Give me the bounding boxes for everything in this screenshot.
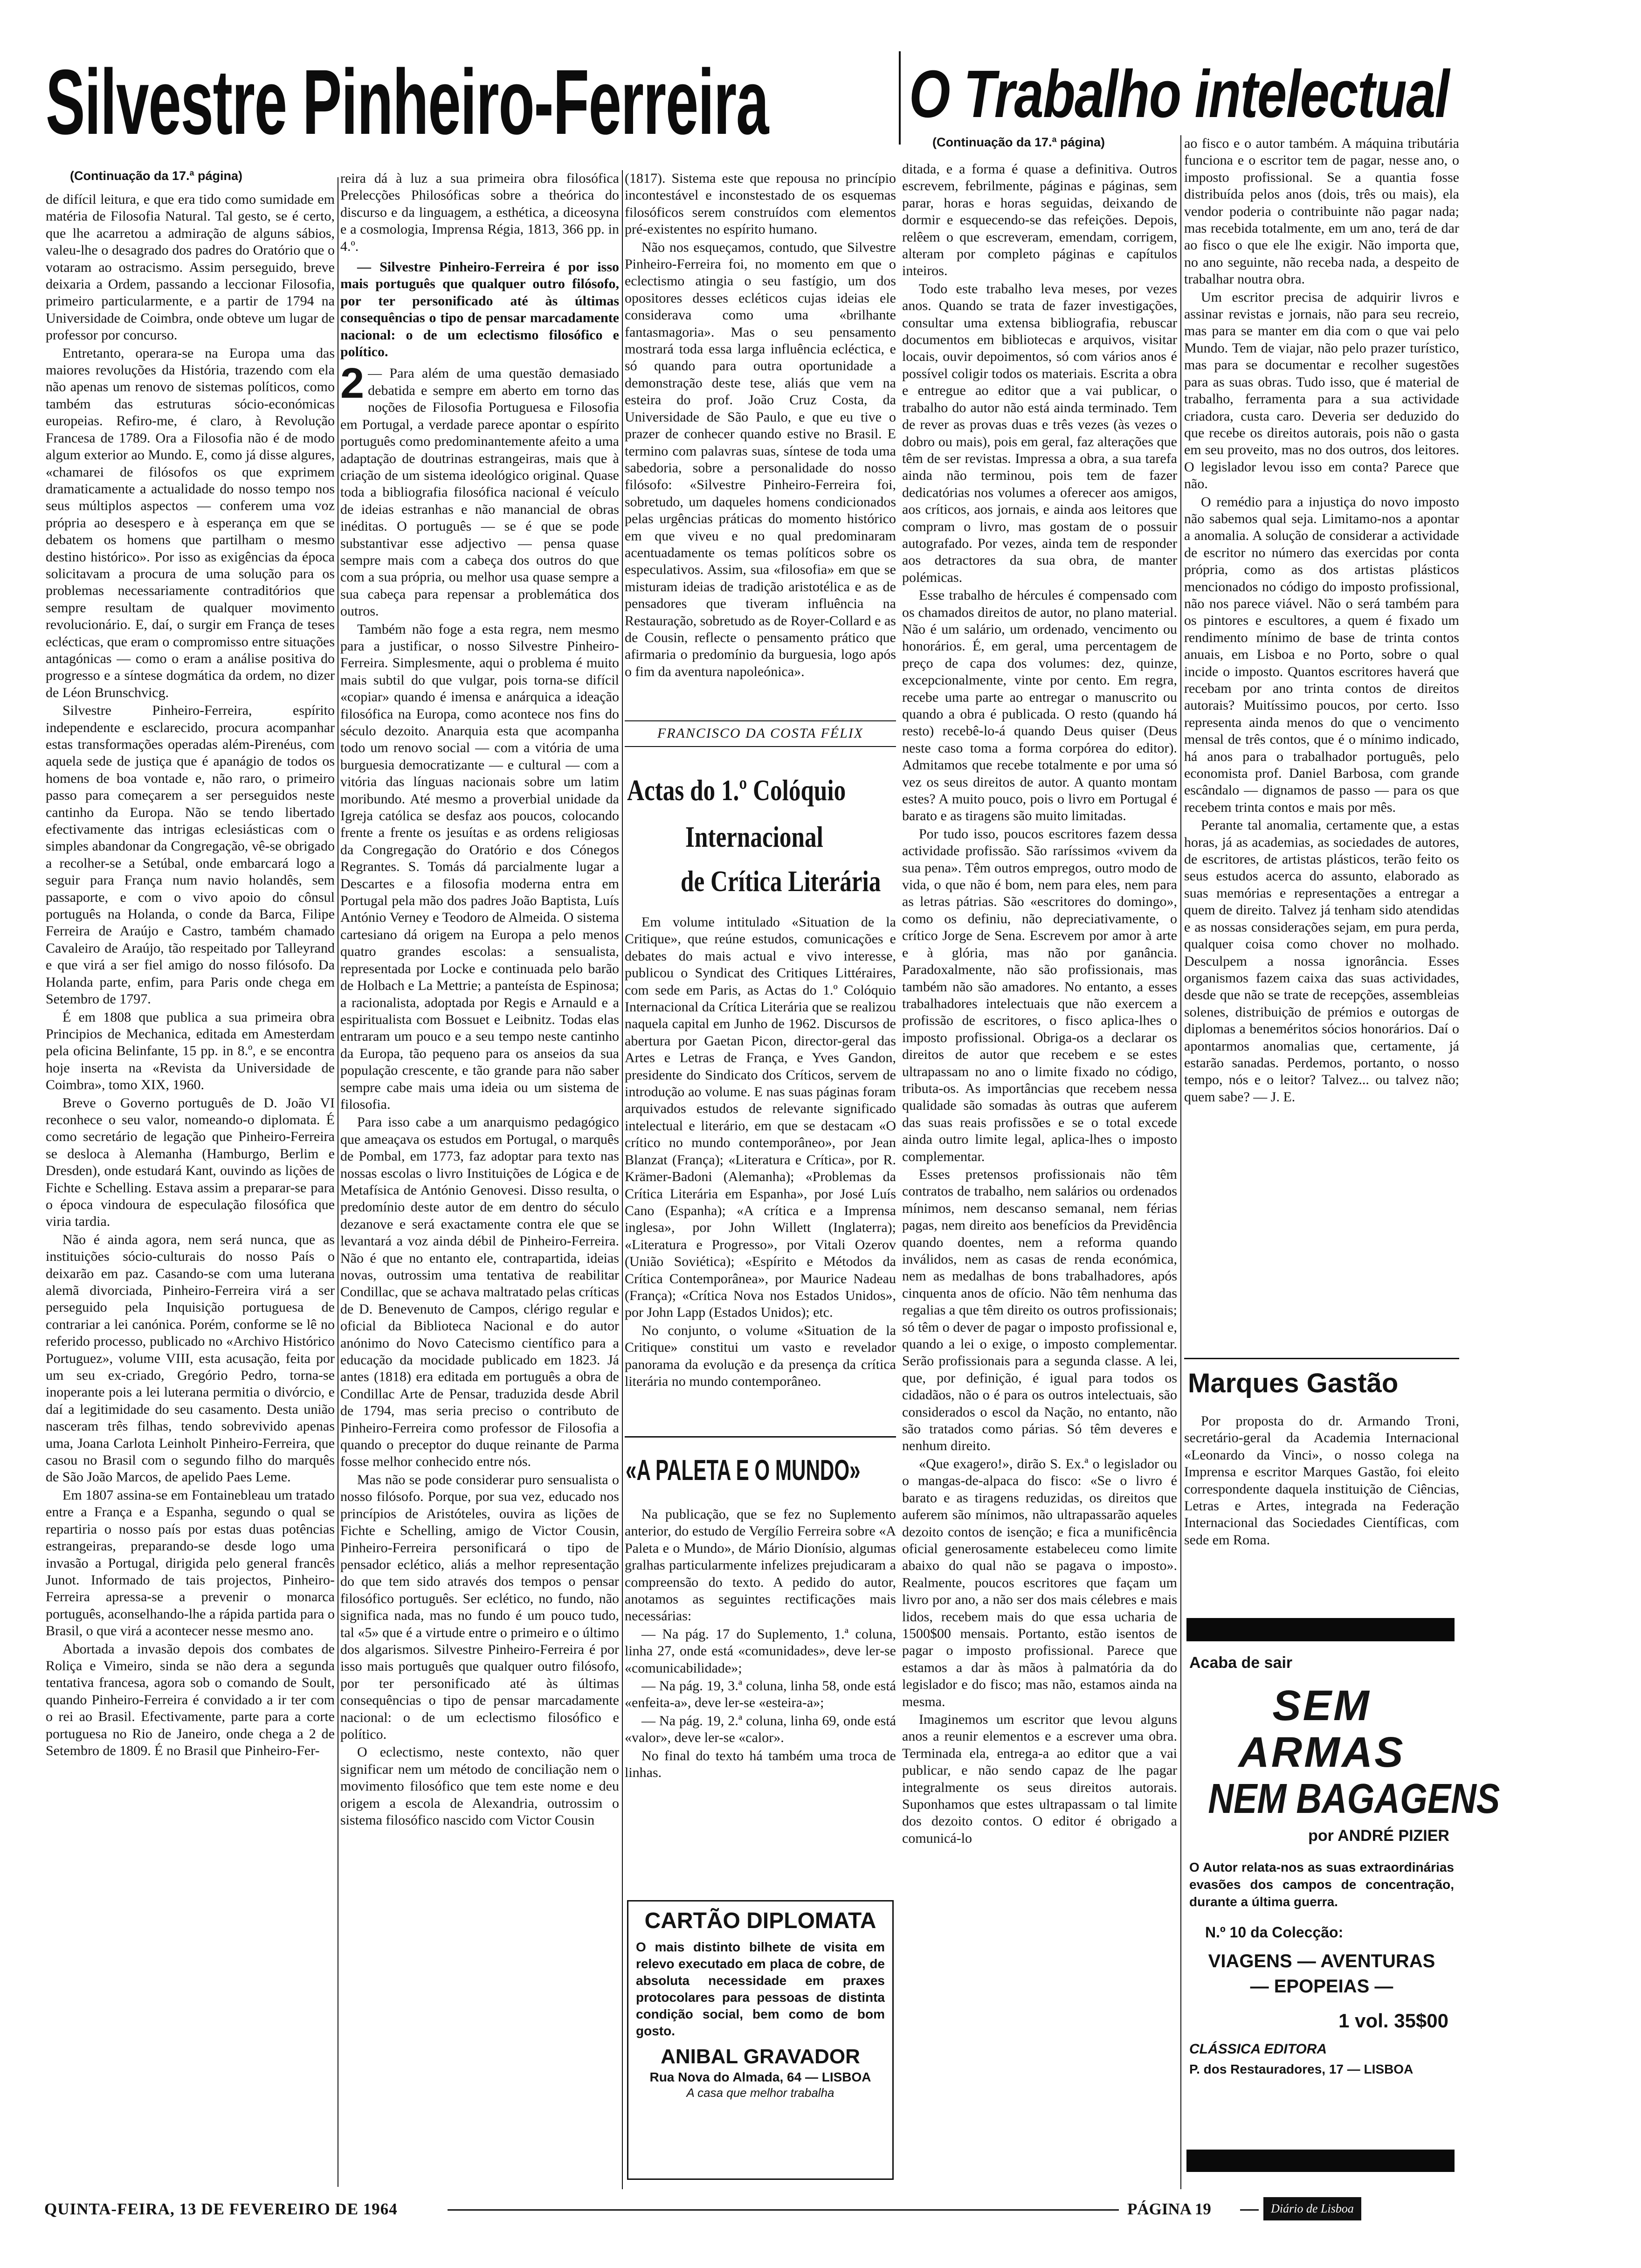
book-ad-publisher: CLÁSSICA EDITORA xyxy=(1189,2041,1327,2057)
left-col1-p5: Não é ainda agora, nem será nunca, que as instituições sócio-culturais do nosso País o deixarão em paz. Casando-se com uma luterana alemã divorciada, Pinheiro-Ferreira virá a ser perseguido pela Inquisição portuguesa de contrariar a lei canónica. Porém, conforme se lê no referido processo, publicado no «Archivo Histórico Portuguez», volume VIII, esta acusação, feita por um seu ex-criado, Gregório Pedro, torna-se inoperante pois a lei luterana permitia o divórcio, e daí a legitimidade do seu casamento. Desta união nasceram três filhas, tendo sobrevivido apenas uma, Joana Carlota Leinholt Pinheiro-Ferreira, que casou no Brasil com o segundo filho do marquês de São João Marcos, de apelido Paes Leme. xyxy=(46,1231,335,1485)
right-col1-p4: Esses pretensos profissionais não têm contratos de trabalho, nem salários ou ordenados mínimos, nem descanso semanal, nem férias pagas, nem direito aos benefícios da Previdência quando doentes, nem a reforma quando inválidos, nem as casas de renda económica, nem as medalhas de bons trabalhadores, após cinquenta anos de ofício. Não têm nenhuma das regalias a que têm direito os outros profissionais; só têm o dever de pagar o imposto profissional e, quando a lei o exige, o imposto complementar. Serão profissionais para a segunda classe. A lei, que, por definição, é igual para todos os cidadãos, não o é para os outros intelectuais, são considerados o escol da Nação, no entanto, não são tratados como párias. Só têm deveres e nenhum direito. xyxy=(902,1166,1177,1454)
right-column-1 xyxy=(902,161,1177,2187)
right-column-2 xyxy=(1184,135,1459,1348)
title-divider xyxy=(899,51,901,145)
author-rule-bottom xyxy=(625,746,896,747)
coloquio-body xyxy=(625,914,896,1427)
right-col1-p5: «Que exagero!», dirão S. Ex.ª o legislador ou o mangas-de-alpaca do fisco: «Se o livro é barato e as tiragens reduzidas, os direitos que auferem são mínimos, não ultrapassarão aqueles dezoito contos de isenção; e fica a munificência oficial generosamente estabeleceu como limite abaixo do qual não se pagava o imposto». Realmente, poucos escritores que façam um livro por ano, a não ser dos mais célebres e mais lidos, recebem mais do que essa ucharia de 1500$00 mensais. Portanto, estão isentos de pagar o imposto profissional. Parece que estamos a dar às mãos à palmatória da do legislador e do fisco; mas não, estamos ainda na mesma. xyxy=(902,1456,1177,1709)
coloquio-p0: Em volume intitulado «Situation de la Critique», que reúne estudos, comunicações e debates do mais actual e vivo interesse, publicou o Syndicat des Critiques Littéraires, com sede em Paris, as Actas do 1.º Colóquio Internacional da Crítica Literária que se realizou naquela capital em Junho de 1962. Discursos de abertura por Gaetan Picon, director-geral das Artes e Letras de França, e Yves Gandon, presidente do Sindicato dos Críticos, servem de introdução ao volume. E nas suas páginas foram arquivados estudos de relevante significado intelectual e literário, em que se destacam «O crítico no mundo contemporâneo», por Jean Blanzat (França); «Literatura e Crítica», por R. Krämer-Badoni (Alemanha); «Problemas da Crítica Literária em Espanha», por José Luís Cano (Espanha); «A crítica e a Imprensa inglesa», por John Willett (Inglaterra); «Literatura e Progresso», por Vitali Ozerov (União Soviética); «Espírito e Métodos da Crítica Contemporânea», por Maurice Nadeau (França); «Crítica Nova nos Estados Unidos», por John Lapp (Estados Unidos); etc. xyxy=(625,914,896,1321)
paleta-p0: Na publicação, que se fez no Suplemento anterior, do estudo de Vergílio Ferreira sobre «A Paleta e o Mundo», de Mário Dionísio, algumas gralhas particularmente infelizes prejudicaram a compreensão do texto. A pedido do autor, anotamos as seguintes rectificações mais necessárias: xyxy=(625,1507,896,1624)
book-ad-publisher-address: P. dos Restauradores, 17 — LISBOA xyxy=(1189,2062,1413,2076)
left-col1-p3: É em 1808 que publica a sua primeira obra Principios de Mechanica, editada em Amesterdam pela oficina Belinfante, 15 pp. in 8.º, e se encontra hoje inserta na «Revista da Universidade de Coimbra», tomo XIX, 1960. xyxy=(46,1009,335,1093)
marques-p0: Por proposta do dr. Armando Troni, secretário-geral da Academia Internacional «Leonardo da Vinci», o nosso colega na Imprensa e escritor Marques Gastão, foi eleito correspondente daquela instituição de Ciências, Letras e Artes, integrada na Federação Internacional das Sociedades Científicas, com sede em Roma. xyxy=(1184,1413,1459,1548)
paleta-p2: — Na pág. 19, 3.ª coluna, linha 58, onde está «enfeita-a», deve ler-se «esteira-a»; xyxy=(625,1678,896,1711)
ad-bottom-band xyxy=(1186,2150,1455,2172)
footer-rule-right xyxy=(1240,2209,1259,2211)
paleta-p3: — Na pág. 19, 2.ª coluna, linha 69, onde está «valor», deve ler-se «calor». xyxy=(625,1713,896,1746)
left-col2-p1-text: — Para além de uma questão demasiado debatida e sempre em aberto em torno das noções de Filosofia Portuguesa e Filosofia em Portugal, a verdade parece apontar o espírito português como predominantemente afeito a uma adaptação de doutrinas estrangeiras, mais que à criação de um sistema ideológico original. Quase toda a bibliografia filosófica nacional é veículo de ideias estranhas e não manancial de obras inéditas. O português — se é que se pode substantivar esse adjectivo — pensa quase sempre mais com a cabeça dos outros do que com a sua própria, ou melhor usa quase sempre a sua cabeça para repensar a problemática dos outros. xyxy=(340,366,619,619)
right-continuation-note: (Continuação da 17.ª página) xyxy=(932,135,1105,149)
book-ad-series-1: VIAGENS — AVENTURAS xyxy=(1208,1951,1435,1971)
right-col1-p3: Por tudo isso, poucos escritores fazem dessa actividade profissão. São raríssimos «vivem da sua pena». Têm outros empregos, outro modo de vida, o que não é bom, nem para eles, nem para as letras pátrias. São «escritores do domingo», como os definiu, não depreciativamente, o crítico Jorge de Sena. Escrevem por amor à arte e à glória, mas não por ganância. Paradoxalmente, não são profissionais, mas também não são amadores. No entanto, a esses trabalhadores intelectuais que não exercem a profissão de escritores, o fisco aplica-lhes o imposto profissional. Obriga-os a declarar os direitos de autor que recebem e se estes ultrapassam no ano o limite fixado no código, tributa-os. As importâncias que recebem nessa qualidade são somadas às outras que auferem das suas reais profissões e se o total excede ainda outro limite legal, aplica-lhes o imposto complementar. xyxy=(902,826,1177,1164)
cartao-body: O mais distinto bilhete de visita em relevo executado em placa de cobre, de absoluta necessidade em praxes protocolares para pessoas de distinta condição social, bem como de bom gosto. xyxy=(636,1940,885,2038)
cartao-address: Rua Nova do Almada, 64 — LISBOA xyxy=(649,2070,871,2084)
left-col1-p2: Silvestre Pinheiro-Ferreira, espírito independente e esclarecido, procura acompanhar estas transformações operadas além-Pirenéus, com aquela sede de justiça que é apanágio de todos os homens de boa vontade e, não raro, o primeiro passo para começarem a ser perseguidos neste cantinho da Europa. Não se tendo libertado efectivamente das intrigas eclesiásticas com o simples abandonar da Congregação, vê-se obrigado a recolher-se a Setúbal, onde embarcará logo a seguir para França num navio holandês, sem passaporte, e com o vivo apoio do cônsul português na Holanda, o conde da Barca, Filipe Ferreira de Araújo e Castro, também chamado Cavaleiro de Araújo, tão respeitado por Talleyrand e que virá a ser fiel amigo do nosso filósofo. Da Holanda parte, enfim, para Paris onde chega em Setembro de 1797. xyxy=(46,703,335,1007)
right-col1-p1: Todo este trabalho leva meses, por vezes anos. Quando se trata de fazer investigações, consultar uma extensa bibliografia, rebuscar documentos em bibliotecas e arquivos, visitar locais, ouvir depoimentos, só com vários anos é possível coligir todos os materiais. Escrita a obra e entregue ao editor que a vai publicar, o trabalho do autor não está ainda terminado. Tem de rever as provas duas e três vezes (às vezes o dobro ou mais), pois em geral, faz alterações que têm de ser revistas. Impressa a obra, a sua tarefa ainda não terminou, pois tem de fazer dedicatórias nos volumes a oferecer aos amigos, aos críticos, aos jornais, e ainda aos leitores que compram o livro, mas gostam de o possuir autografado. Por vezes, ainda tem de responder aos detractores da sua obra, de manter polémicas. xyxy=(902,281,1177,585)
right-col1-p2: Esse trabalho de hércules é compensado com os chamados direitos de autor, no plano material. Não é um salário, um ordenado, vencimento ou honorários. É, em geral, uma percentagem de preço de capa dos volumes: dez, quinze, excepcionalmente, vinte por cento. Em regra, recebe uma parte ao entregar o manuscrito ou quando a obra é publicada. O resto (quando há resto) recebê-lo-á quando Deus quiser (Deus neste caso toma a forma corpórea do editor). Admitamos que recebe totalmente e por uma só vez os seus direitos de autor. A quanto montam estes? A muito pouco, pois o livro em Portugal é barato e as tiragens são muito limitadas. xyxy=(902,588,1177,824)
author-rule xyxy=(625,720,896,721)
column-rule-2 xyxy=(622,170,623,2189)
left-col2-p4: Mas não se pode considerar puro sensualista o nosso filósofo. Porque, por sua vez, educado nos princípios de Aristóteles, ouvira as lições de Fichte e Schelling, amigo de Victor Cousin, Pinheiro-Ferreira personificará o tipo de pensador eclético, aliás a melhor representação do que tem sido através dos tempos o pensar filosófico português. Ser eclético, no fundo, não significa nada, mas no fundo é um pouco tudo, tal «5» que é a virtude entre o primeiro e o último dos algarismos. Silvestre Pinheiro-Ferreira é por isso mais português que qualquer outro filósofo, por ter personificado até às últimas consequências o tipo de pensar marcadamente nacional: o de um eclectismo filosófico e político. xyxy=(340,1472,619,1742)
book-ad-kicker: Acaba de sair xyxy=(1189,1654,1293,1672)
paleta-body xyxy=(625,1506,896,1893)
left-article-title: Silvestre Pinheiro-Ferreira xyxy=(46,50,769,153)
left-col2-p3: Para isso cabe a um anarquismo pedagógico que ameaçava os estudos em Portugal, o marquês de Pombal, em 1773, faz adoptar para texto nas nossas escolas o livro Instituições de Lógica e de Metafísica de António Genovesi. Disso resulta, o predomínio deste autor de em dentro do século dezanove e será exactamente contra ele que se levantará a voz ainda débil de Pinheiro-Ferreira. Não é que no entanto ele, contrapartida, ideias novas, outrossim uma tentativa de reabilitar Condillac, que se achava maltratado pelas críticas de D. Benevenuto de Campos, clérigo regular e oficial da Biblioteca Nacional e do autor anónimo do Novo Catecismo científico para a educação da mocidade publicado em 1823. Já antes (1818) era editada em português a obra de Condillac Arte de Pensar, traduzida desde Abril de 1794, mas seria preciso o contributo de Pinheiro-Ferreira como professor de Filosofia a quando o preceptor do duque reinante de Parma fosse melhor conhecido entre nós. xyxy=(340,1114,619,1470)
left-col1-p1: Entretanto, operara-se na Europa uma das maiores revoluções da História, trazendo com ela não apenas um renovo de sistemas políticos, como também das estruturas sócio-económicas europeias. Refiro-me, é claro, à Revolução Francesa de 1789. Ora a Filosofia não é de modo algum exterior ao Mundo. E, como já disse algures, «chamarei de filósofos os que exprimem dramaticamente a actualidade do nosso tempo nos seus múltiplos aspectos — conferem uma voz própria ao desespero e à esperança em que se debatem os homens que partilham o mesmo destino histórico». Por isso as exigências da época solicitavam a procura de uma solução para os problemas necessariamente contraditórios que sempre resultam de qualquer movimento revolucionário. E, daí, o surgir em França de teses eclécticas, que eram o compromisso entre situações antagónicas — como o eram a análise positiva do progresso e a síntese dogmática da ordem, no dizer de Léon Brunschvicg. xyxy=(46,345,335,700)
left-col3-p0: (1817). Sistema este que repousa no princípio incontestável e inconstestado de os esquemas filosóficos serem construídos com elementos pré-existentes no espírito humano. xyxy=(625,171,896,237)
coloquio-title-line3: de Crítica Literária xyxy=(681,864,881,898)
left-continuation-note: (Continuação da 17.ª página) xyxy=(70,169,243,183)
marques-title: Marques Gastão xyxy=(1188,1368,1399,1398)
left-article-author: FRANCISCO DA COSTA FÉLIX xyxy=(657,726,864,741)
footer-rule-left xyxy=(448,2209,1119,2211)
left-col2-p0: reira dá à luz a sua primeira obra filosófica Prelecções Philosóficas sobre a theórica do discurso e da linguagem, a esthética, a diceosyna e a cosmologia, Imprensa Régia, 1813, 366 pp. in 4.º. xyxy=(340,171,619,254)
right-col2-p2: O remédio para a injustiça do novo imposto não sabemos qual seja. Limitamo-nos a apontar a anomalia. A solução de considerar a actividade de escritor no número das exercidas por conta própria, como as dos artistas plásticos mencionados no código do imposto profissional, não nos parece viável. Não o será também para os pintores e escultores, a quem é fixado um rendimento mínimo de base de trinta contos anuais, em Lisboa e no Porto, sobre o qual incide o imposto. Quantos escritores haverá que recebam por ano trinta contos de direitos autorais? Muitíssimo poucos, por certo. Isso representa ainda menos do que o vencimento mensal de três contos, que é o mínimo indicado, há anos para o trabalhador português, pelo economista prof. Daniel Barbosa, com grande escândalo — dignamos de passo — para os que recebem trinta contos e mais por mês. xyxy=(1184,494,1459,815)
paleta-title: «A PALETA E O MUNDO» xyxy=(626,1454,861,1487)
book-ad-price: 1 vol. 35$00 xyxy=(1338,2010,1448,2032)
paleta-p4: No final do texto há também uma troca de linhas. xyxy=(625,1748,896,1781)
right-article-title: O Trabalho intelectual xyxy=(909,56,1449,131)
left-col2-highlight: — Silvestre Pinheiro-Ferreira é por isso mais português que qualquer outro filósofo, por ter personificado até às últimas consequências o tipo de pensar marcadamente nacional: o de um eclectismo filosófico e político. xyxy=(340,259,619,360)
book-ad-title-1: SEM ARMAS xyxy=(1238,1682,1405,1776)
coloquio-p1: No conjunto, o volume «Situation de la Critique» constitui um vasto e revelador panorama da evolução e da presença da crítica literária no mundo contemporâneo. xyxy=(625,1322,896,1389)
cartao-diplomata-ad xyxy=(627,1900,894,2180)
footer-date: QUINTA-FEIRA, 13 DE FEVEREIRO DE 1964 xyxy=(44,2200,398,2218)
left-col1-p4: Breve o Governo português de D. João VI reconhece o seu valor, nomeando-o diplomata. É como secretário de legação que Pinheiro-Ferreira se desloca à Alemanha (Hamburgo, Berlim e Dresden), onde estudará Kant, ouvindo as lições de Fichte e Schelling. Estava assim a preparar-se para o época vindoura de especulação filosófica que viria tardia. xyxy=(46,1095,335,1230)
cartao-title: CARTÃO DIPLOMATA xyxy=(644,1908,876,1933)
paleta-p1: — Na pág. 17 do Suplemento, 1.ª coluna, linha 27, onde está «comunidades», deve ler-se «comunicabilidade»; xyxy=(625,1626,896,1676)
coloquio-title-line2: Internacional xyxy=(685,820,823,853)
left-column-1 xyxy=(46,191,335,2192)
book-ad-author: por ANDRÉ PIZIER xyxy=(1308,1827,1449,1845)
left-col1-p0: de difícil leitura, e que era tido como sumidade em matéria de Filosofia Natural. Tal gesto, se é certo, que lhe acarretou a admiração de alguns sábios, valeu-lhe o desagrado dos padres do Oratório que o votaram ao ostracismo. Assim perseguido, breve deixaria a Ordem, passando a leccionar Filosofia, primeiro particularmente, e a partir de 1794 na Universidade de Coimbra, onde obteve um lugar de professor por concurso. xyxy=(46,192,335,343)
left-column-2 xyxy=(340,170,619,2192)
right-col2-p1: Um escritor precisa de adquirir livros e assinar revistas e jornais, não para seu recreio, mas para se manter em dia com o que vai pelo Mundo. Tem de viajar, não pelo prazer turístico, mas para se documentar e recolher sugestões para as suas obras. Tudo isso, que é material de trabalho, ferramenta para a sua actividade criadora, custa caro. Deveria ser deduzido do que recebe os direitos autorais, pois não o gasta em seu proveito, mas no dos outros, dos leitores. O legislador levou isso em conta? Parece que não. xyxy=(1184,289,1459,492)
coloquio-title-line1: Actas do 1.º Colóquio xyxy=(627,774,846,807)
book-ad-collection: N.º 10 da Colecção: xyxy=(1205,1924,1344,1941)
right-col1-p0: ditada, e a forma é quase a definitiva. Outros escrevem, febrilmente, páginas e páginas, sem parar, horas e horas seguidas, deixando de dormir e esquecendo-se das refeições. Depois, relêem o que escreveram, emendam, corrigem, alteram por completo páginas e capítulos inteiros. xyxy=(902,161,1177,279)
footer-stamp xyxy=(1263,2197,1361,2220)
column-rule-3 xyxy=(1180,135,1181,2189)
left-col1-p7: Abortada a invasão depois dos combates de Roliça e Vimeiro, sinda se não dera a segunda tentativa francesa, agora sob o comando de Soult, quando Pinheiro-Ferreira é convidado a ir ter com o rei ao Brasil. Efectivamente, parte para a corte portuguesa no Rio de Janeiro, onde chega a 2 de Setembro de 1809. É no Brasil que Pinheiro-Fer- xyxy=(46,1641,335,1758)
book-ad-series-2: — EPOPEIAS — xyxy=(1250,1976,1393,1997)
right-col2-p0: ao fisco e o autor também. A máquina tributária funciona e o escritor tem de pagar, nesse ano, o imposto profissional. Se a quantia fosse distribuída pelos anos (dois, três ou mais), ela vendor poderia o contribuinte não pagar nada; mas recebida totalmente, em um ano, terá de dar ao fisco o que ele lhe exigir. Não importa que, no ano seguinte, não receba nada, a despeito de trabalhar noutra obra. xyxy=(1184,136,1459,287)
book-ad-title-2: NEM BAGAGENS xyxy=(1208,1776,1500,1822)
left-column-3 xyxy=(625,170,896,718)
paleta-rule xyxy=(625,1436,896,1438)
left-col1-p6: Em 1807 assina-se em Fontainebleau um tratado entre a França e a Espanha, segundo o qual se repartiria o nosso país por estas duas potências estrangeiras, preparando-se desde logo uma invasão a Portugal, dirigida pelo general francês Junot. Informado de tais projectos, Pinheiro-Ferreira apressa-se a prevenir o monarca português, aconselhando-lhe a rápida partida para o Brasil, o que virá a acontecer nesse mesmo ano. xyxy=(46,1487,335,1639)
left-col2-p1 xyxy=(340,360,619,620)
left-col3-p1: Não nos esqueçamos, contudo, que Silvestre Pinheiro-Ferreira foi, no momento em que o eclectismo atingia o seu fastígio, um dos opositores desses ecléticos cujas ideias ele considerava como uma «brilhante fantasmagoria». Mas o seu pensamento mostrará toda essa larga influência ecléctica, e só quando para outra oportunidade a demonstração deste tese, aliás que vem na esteira do prof. João Cruz Costa, da Universidade de São Paulo, e que eu tive o prazer de conhecer quando estive no Brasil. E termino com palavras suas, síntese de toda uma sabedoria, sobre a personalidade do nosso filósofo: «Silvestre Pinheiro-Ferreira foi, sobretudo, um daqueles homens condicionados pelas urgências práticas do momento histórico em que viveu e no qual predominaram acentuadamente os temas políticos sobre os especulativos. Assim, sua «filosofia» em que se misturam ideias de tradição aristotélica e as de pensadores que tiveram influência na Restauração, sobretudo as de Royer-Collard e as de Cousin, reflecte o pensamento prático que afirmaria o predomínio da burguesia, logo após o fim da aventura napoleónica». xyxy=(625,239,896,679)
ad-top-band xyxy=(1186,1618,1455,1641)
right-col2-p3: Perante tal anomalia, certamente que, a estas horas, já as academias, as sociedades de autores, de escritores, de artistas plásticos, terão feito os seus estudos acerca do assunto, elaborado as suas memórias e representações a entregar a quem de direito. Talvez já tenham sido atendidas e as nossas considerações sejam, em pura perda, qualquer coisa como chover no molhado. Desculpem a nossa ignorância. Esses organismos fazem caixa das suas actividades, desde que não se trate de recepções, assembleias solenes, distribuição de prémios e outorgas de diplomas a beneméritos sócios honorários. Daí o apontarmos anomalias que, certamente, já estarão sanadas. Perdemos, portanto, o nosso tempo, nós e o leitor? Talvez... ou talvez não; quem sabe? — J. E. xyxy=(1184,817,1459,1105)
cartao-name: ANIBAL GRAVADOR xyxy=(661,2045,860,2068)
right-col1-p6: Imaginemos um escritor que levou alguns anos a reunir elementos e a escrever uma obra. Terminada ela, entrega-a ao editor que a vai publicar, e não sendo capaz de lhe pagar integralmente os seus direitos autorais. Suponhamos que estes ultrapassam o tal limite dos dezoito contos. O editor é obrigado a comunicá-lo xyxy=(902,1711,1177,1846)
footer-stamp-text: Diário de Lisboa xyxy=(1271,2202,1354,2215)
marques-body xyxy=(1184,1413,1459,1618)
marques-rule xyxy=(1184,1358,1459,1359)
left-col2-p5: O eclectismo, neste contexto, não quer significar nem um método de conciliação nem o movimento filosófico que tem este nome e deu origem a escola de Alexandria, outrossim o sistema filosófico nascido com Victor Cousin xyxy=(340,1744,619,1828)
dropcap-2: 2 xyxy=(340,360,365,408)
left-col2-p2: Também não foge a esta regra, nem mesmo para a justificar, o nosso Silvestre Pinheiro-Ferreira. Simplesmente, aqui o problema é muito mais subtil do que vulgar, pois torna-se difícil «copiar» quando é imensa e anárquica a ideação filosófica na Europa, como acontece nos fins do século dezoito. Anarquia esta que acompanha todo um renovo social — com a vitória de uma burguesia democratizante — e cultural — com a vitória das línguas nacionais sobre um latim moribundo. Até mesmo a proverbial unidade da Igreja católica se desfaz aos poucos, colocando frente a frente os jesuítas e as ordens religiosas da Congregação do Oratório e dos Cónegos Regrantes. S. Tomás dá parcialmente lugar a Descartes e a filosofia moderna entra em Portugal pela mão dos padres João Baptista, Luís António Verney e Teodoro de Almeida. O sistema cartesiano dá origem na Europa a pelo menos quatro grandes escolas: a sensualista, representada por Locke e continuada pelo barão de Holbach e La Mettrie; a panteísta de Espinosa; a racionalista, adoptada por Regis e Arnauld e a espiritualista com Bossuet e Leibnitz. Todas elas entraram um pouco e a seu tempo neste cantinho da Europa, tão pequeno para os anseios da sua população crescente, e tão grande para não saber sempre cabe mais uma ideia ou um sistema de filosofia. xyxy=(340,621,619,1112)
cartao-note: A casa que melhor trabalha xyxy=(686,2086,834,2100)
book-ad xyxy=(1186,1646,1500,2138)
footer-page: PÁGINA 19 xyxy=(1127,2200,1211,2218)
book-ad-blurb: O Autor relata-nos as suas extraordinárias evasões dos campos de concentração, durante a última guerra. xyxy=(1189,1860,1454,1909)
